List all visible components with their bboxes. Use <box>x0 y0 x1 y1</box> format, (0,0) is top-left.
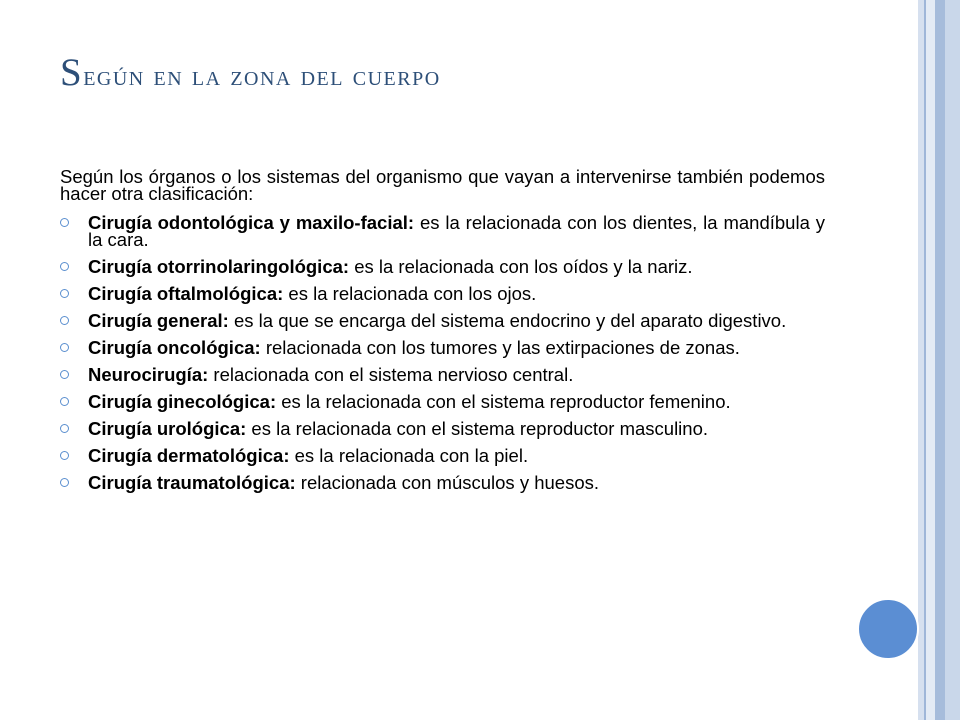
item-term: Cirugía ginecológica: <box>88 391 277 412</box>
intro-text: Según los órganos o los sistemas del organismo que vayan a intervenirse también podemos hacer otra clasificación: <box>60 166 825 204</box>
item-term: Neurocirugía: <box>88 364 209 385</box>
item-term: Cirugía oftalmológica: <box>88 283 284 304</box>
item-term: Cirugía urológica: <box>88 418 247 439</box>
item-term: Cirugía odontológica y maxilo-facial: <box>88 212 415 233</box>
circle-bullet-icon <box>60 451 69 460</box>
circle-bullet-icon <box>60 289 69 298</box>
slide-body <box>60 168 825 501</box>
list-item <box>60 366 825 383</box>
item-description: es la relacionada con los oídos y la nariz. <box>349 256 693 277</box>
slide-title-initial: S <box>60 51 84 94</box>
item-description: es la relacionada con el sistema reproductor masculino. <box>246 418 709 439</box>
item-description: es la relacionada con la piel. <box>289 445 529 466</box>
slide-title <box>60 50 441 95</box>
item-description: es la relacionada con los ojos. <box>283 283 537 304</box>
list-item <box>60 258 825 275</box>
list-item <box>60 474 825 491</box>
item-description: es la relacionada con los dientes, la mandíbula y la cara. <box>88 212 825 250</box>
item-description: relacionada con músculos y huesos. <box>295 472 600 493</box>
circle-bullet-icon <box>60 343 69 352</box>
item-term: Cirugía dermatológica: <box>88 445 290 466</box>
item-description: es la que se encarga del sistema endocrino y del aparato digestivo. <box>228 310 787 331</box>
circle-bullet-icon <box>60 397 69 406</box>
list-item <box>60 420 825 437</box>
circle-bullet-icon <box>60 424 69 433</box>
item-term: Cirugía oncológica: <box>88 337 261 358</box>
surgery-list <box>60 214 825 491</box>
list-item <box>60 447 825 464</box>
list-item <box>60 339 825 356</box>
circle-bullet-icon <box>60 370 69 379</box>
circle-bullet-icon <box>60 478 69 487</box>
slide-title-rest: egún en la zona del cuerpo <box>83 60 441 92</box>
list-item <box>60 214 825 248</box>
item-term: Cirugía general: <box>88 310 229 331</box>
list-item <box>60 312 825 329</box>
item-term: Cirugía otorrinolaringológica: <box>88 256 350 277</box>
side-bar-3 <box>926 0 935 720</box>
side-bar-4 <box>935 0 945 720</box>
list-item <box>60 393 825 410</box>
item-description: relacionada con el sistema nervioso central. <box>208 364 574 385</box>
circle-bullet-icon <box>60 218 69 227</box>
circle-bullet-icon <box>60 262 69 271</box>
item-term: Cirugía traumatológica: <box>88 472 296 493</box>
side-bar-5 <box>945 0 960 720</box>
decorative-circle <box>857 598 919 660</box>
item-description: es la relacionada con el sistema reproductor femenino. <box>276 391 731 412</box>
circle-bullet-icon <box>60 316 69 325</box>
item-description: relacionada con los tumores y las extirpaciones de zonas. <box>260 337 740 358</box>
list-item <box>60 285 825 302</box>
